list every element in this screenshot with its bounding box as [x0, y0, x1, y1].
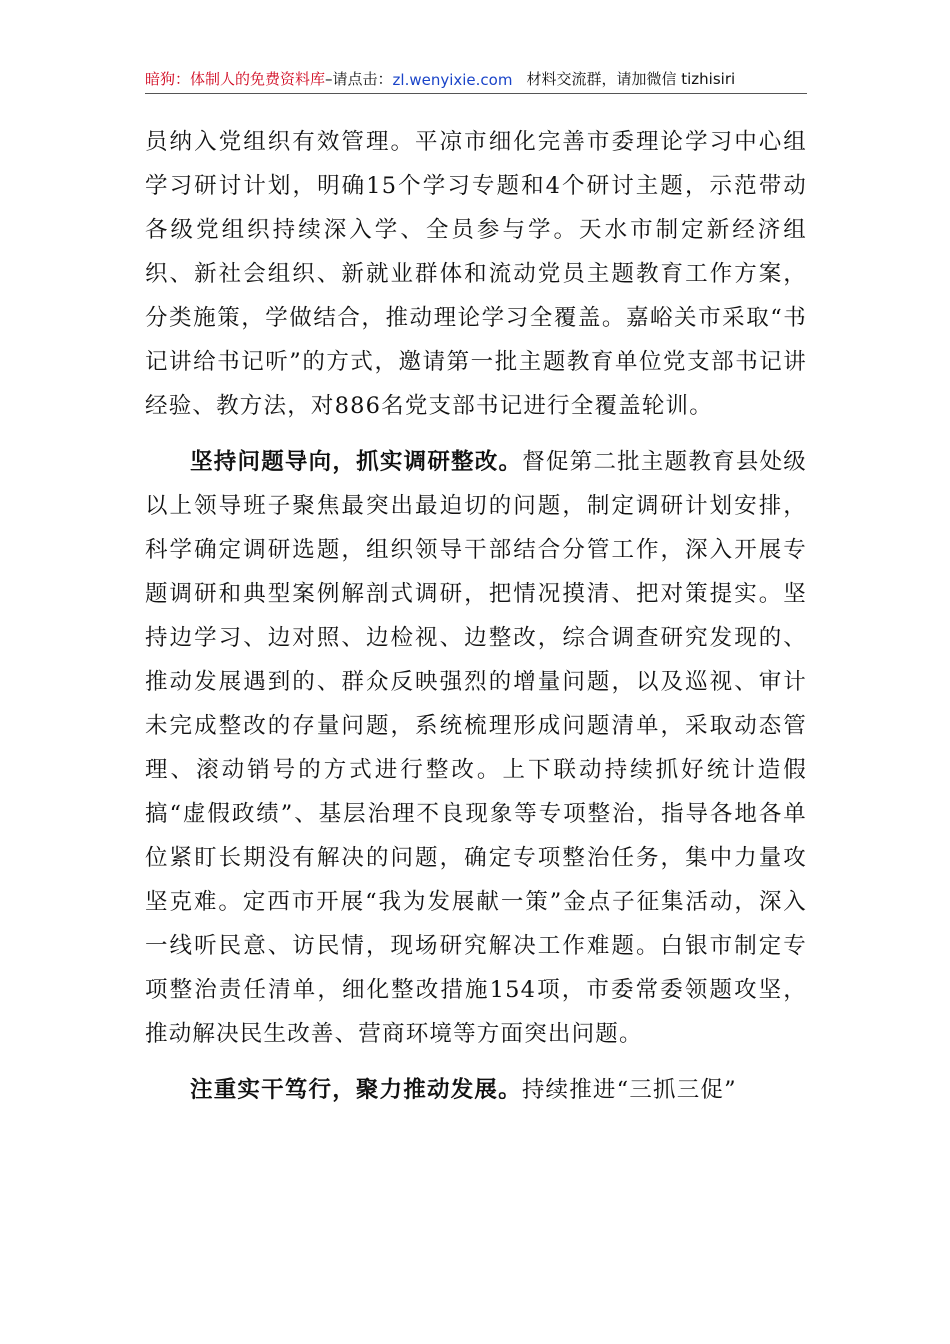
paragraph-3-text: 持续推进“三抓三促”: [521, 1077, 737, 1103]
document-body: [145, 120, 807, 1112]
page-header: [145, 64, 807, 94]
paragraph-1-text: 员纳入党组织有效管理。平凉市细化完善市委理论学习中心组学习研讨计划，明确15个学习专题和4个研讨主题，示范带动各级党组织持续深入学、全员参与学。天水市制定新经济组织、新社会组织、新就业群体和流动党员主题教育工作方案，分类施策，学做结合，推动理论学习全覆盖。嘉峪关市采取“书记讲给书记听”的方式，邀请第一批主题教育单位党支部书记讲经验、教方法，对886名党支部书记进行全覆盖轮训。: [145, 129, 807, 419]
paragraph-3-lead: 注重实干笃行，聚力推动发展。: [190, 1077, 522, 1103]
site-name: 暗狗：体制人的免费资料库: [145, 70, 326, 88]
paragraph-2-text: 督促第二批主题教育县处级以上领导班子聚焦最突出最迫切的问题，制定调研计划安排，科学确定调研选题，组织领导干部结合分管工作，深入开展专题调研和典型案例解剖式调研，把情况摸清、把对策提实。坚持边学习、边对照、边检视、边整改，综合调查研究发现的、推动发展遇到的、群众反映强烈的增量问题，以及巡视、审计未完成整改的存量问题，系统梳理形成问题清单，采取动态管理、滚动销号的方式进行整改。上下联动持续抓好统计造假搞“虚假政绩”、基层治理不良现象等专项整治，指导各地各单位紧盯长期没有解决的问题，确定专项整治任务，集中力量攻坚克难。定西市开展“我为发展献一策”金点子征集活动，深入一线听民意、访民情，现场研究解决工作难题。白银市制定专项整治责任清单，细化整改措施154项，市委常委领题攻坚，推动解决民生改善、营商环境等方面突出问题。: [145, 449, 807, 1047]
contact-info: 材料交流群，请加微信 tizhisiri: [526, 70, 736, 88]
paragraph-2: [145, 440, 807, 1056]
paragraph-1: [145, 120, 807, 428]
click-prompt: –请点击：: [325, 70, 393, 88]
paragraph-3: [145, 1068, 807, 1112]
paragraph-2-lead: 坚持问题导向，抓实调研整改。: [190, 449, 523, 475]
site-url-link[interactable]: zl.wenyixie.com: [392, 71, 513, 89]
